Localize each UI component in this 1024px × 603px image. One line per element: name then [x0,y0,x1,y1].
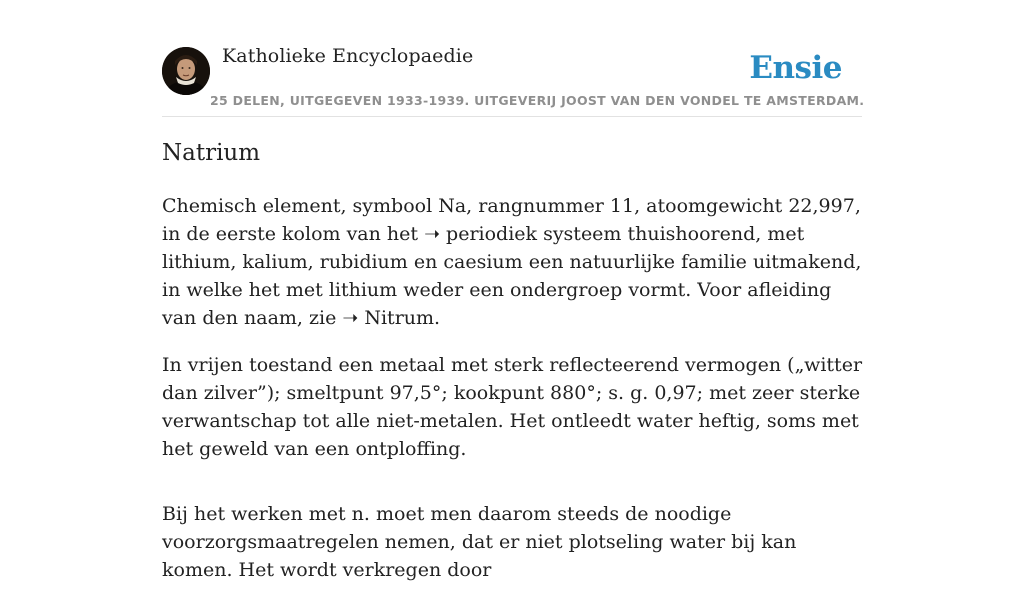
article-title: Natrium [162,140,261,166]
portrait-avatar-icon[interactable] [162,47,210,95]
link-nitrum[interactable]: Nitrum [364,307,435,329]
ensie-logo[interactable]: Ensie [749,50,842,86]
paragraph-1-text-a: Chemisch element, symbool Na, rangnummer 11, atoomgewicht 22,997, in de eerste kolom van het [162,195,861,245]
paragraph-3: Bij het werken met n. moet men daarom steeds de noodige voorzorgsmaatregelen nemen, dat er niet plotseling water bij kan komen. Het wordt verkregen door [162,503,797,581]
paragraph-1-text-b: thuishoorend, met lithium, kalium, rubidium en caesium een natuurlijke familie uitmakend, in welke het met lithium weder een ondergroep vormt. Voor afleiding van den naam, zie [162,223,862,329]
arrow-right-icon: ➝ [424,223,440,245]
paragraph-2: In vrijen toestand een metaal met sterk reflecteerend vermogen („witter dan zilver”); smeltpunt 97,5°; kookpunt 880°; s. g. 0,97; met zeer sterke verwantschap tot alle niet-metalen. Het ontleedt water heftig, soms met het geweld van een ontploffing. [162,354,863,460]
article-body [162,192,867,603]
book-title[interactable]: Katholieke Encyclopaedie [222,45,474,67]
link-periodiek-systeem[interactable]: periodiek systeem [446,223,622,245]
arrow-right-icon: ➝ [342,307,359,329]
book-subtitle: 25 DELEN, UITGEGEVEN 1933-1939. UITGEVERIJ JOOST VAN DEN VONDEL TE AMSTERDAM. [210,93,865,108]
paragraph-1 [162,192,867,332]
site-header [162,44,865,117]
paragraph-1-text-c: . [434,307,441,329]
